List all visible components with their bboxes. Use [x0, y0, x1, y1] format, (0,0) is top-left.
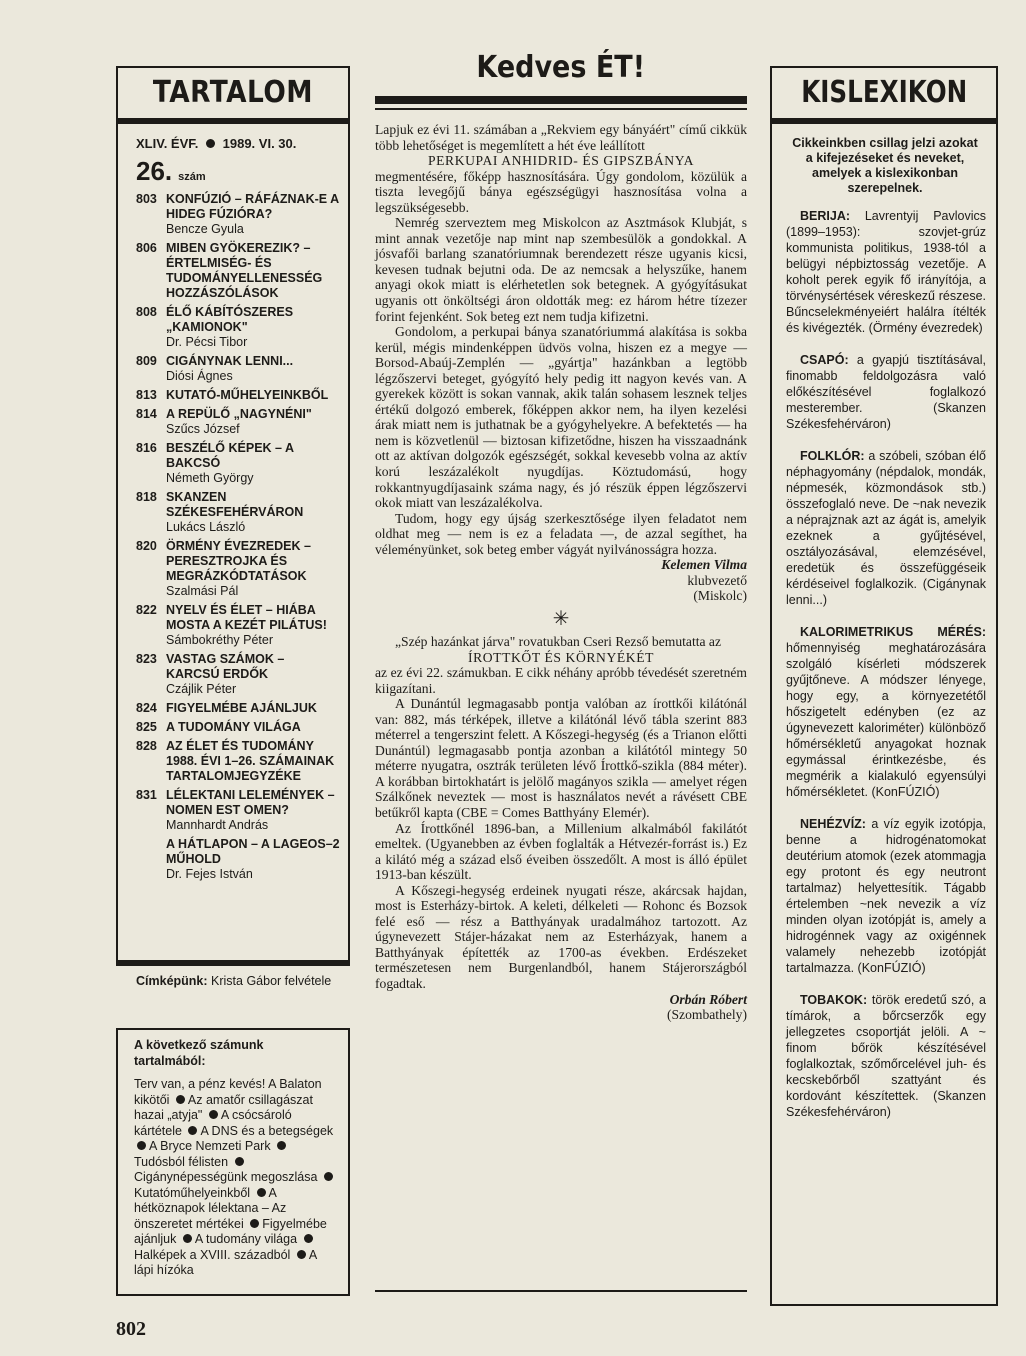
toc-entry: [166, 720, 341, 735]
lexicon-entry: [786, 208, 986, 336]
toc-entry-title: SKANZEN SZÉKESFEHÉRVÁRON: [166, 490, 304, 519]
lexicon-rule: [771, 118, 997, 124]
toc-entry-author: Czájlik Péter: [166, 682, 237, 696]
lexicon-entry: [786, 816, 986, 976]
bullet-icon: [188, 1126, 197, 1135]
toc-item[interactable]: [136, 407, 341, 437]
toc-page-number: 808: [136, 305, 157, 319]
toc-entry-author: Diósi Ágnes: [166, 369, 233, 383]
letter2-place: (Szombathely): [666, 1007, 747, 1023]
toc-entry-author: Szűcs József: [166, 422, 240, 436]
lexicon-entry: [786, 448, 986, 608]
letter1-signature: Kelemen Vilma: [661, 557, 747, 573]
next-issue-item: Figyelmébe ajánljuk: [134, 1216, 327, 1246]
lexicon-definition: a gyapjú tisztításával, finomabb feldolgozásra való előkészítésével foglalkozó mesterember. (Skanzen Székesfehérváron): [786, 353, 986, 431]
lexicon-definition: a víz egyik izotópja, benne a hidrogénatomokat deutérium atomok (ezek atommagja egy protont és egy neutront tartalmaz) helyettesítik. Tágabb értelemben ~nek nevezik a víz minden olyan izotópját is, amely a hidrogénnek vagy az oxigénnek valamely nehezebb izotópját tartalmazza. (KonFÚZIÓ): [786, 817, 986, 975]
toc-page-number: 828: [136, 739, 157, 753]
toc-item[interactable]: [136, 720, 341, 735]
next-issue-item: Tudósból félisten: [134, 1154, 229, 1169]
volume-label: XLIV. ÉVF.: [136, 136, 199, 151]
toc-entry-author: Dr. Pécsi Tibor: [166, 335, 248, 349]
lexicon-box: [770, 66, 998, 1306]
cover-credit: [136, 973, 336, 989]
letters-title: [375, 50, 747, 85]
toc-entry-title: ÖRMÉNY ÉVEZREDEK – PERESZTROJKA ÉS MEGRÁZKÓDTATÁSOK: [166, 539, 311, 583]
lexicon-term: TOBAKOK:: [800, 993, 868, 1007]
toc-entry: [166, 407, 341, 437]
toc-page-number: 806: [136, 241, 157, 255]
letter1-paragraph: Lapjuk ez évi 11. számában a „Rekviem egy bányáért" című cikkük több lehetőséget is megemlített a hét éve leállított: [375, 122, 747, 153]
toc-page-number: 822: [136, 603, 157, 617]
toc-entry: [166, 305, 341, 350]
toc-page-number: 824: [136, 701, 157, 715]
letters-rule-thin: [375, 108, 747, 110]
toc-entry-title: CIGÁNYNAK LENNI...: [166, 354, 294, 368]
lexicon-entry: [786, 992, 986, 1120]
bullet-icon: [250, 1219, 259, 1228]
bullet-icon: [209, 1110, 218, 1119]
lexicon-entries: [786, 208, 986, 1120]
toc-page-number: 831: [136, 788, 157, 802]
letter1-paragraph: megmentésére, főképp hasznosítására. Úgy gondolom, közülük a tiszta levegőjű bánya egészségügyi hasznosítása volna a legszükségesebb.: [375, 168, 747, 215]
lexicon-term: BERIJA:: [800, 209, 851, 223]
toc-entry-title: ÉLŐ KÁBÍTÓSZERES „KAMIONOK": [166, 305, 294, 334]
next-issue-item: A Bryce Nemzeti Park: [149, 1139, 271, 1153]
toc-item[interactable]: [136, 701, 341, 716]
letter1-place: (Miskolc): [693, 588, 747, 604]
bullet-icon: [137, 1141, 146, 1150]
toc-item[interactable]: [136, 652, 341, 697]
toc-entry-title: AZ ÉLET ÉS TUDOMÁNY 1988. ÉVI 1–26. SZÁMAINAK TARTALOMJEGYZÉKE: [166, 739, 335, 783]
letters-bottom-rule: [375, 1290, 747, 1292]
next-issue-item: Cigánynépességünk megoszlása: [134, 1170, 318, 1184]
toc-separator: [118, 960, 348, 964]
toc-entry: [166, 539, 341, 599]
toc-entry-author: Dr. Fejes István: [166, 867, 253, 881]
letter2-paragraph: A Dunántúl legmagasabb pontja valóban az írottkői kilátónál van: 882, más térképek, illetve a kilátónál lévő tábla szerint 883 méterrel a tengerszint felett. A Kőszegi-hegység (és a Trianon előtti Dunántúl) legmagasabb pontja azonban a kilátótól mintegy 50 méterre nyugatra, osztrák területen lévő Írottkő-szikla (884 méter). A korábban birtokhatárt is jelölő magányos szikla — amelyet régen Szálkőnek neveztek — most is használatos nevét a rávésett CBE betűkről kapta (CBE = Comes Batthyány Elemér).: [375, 696, 747, 820]
issue-line: [136, 136, 348, 154]
letter1-role: klubvezető: [687, 572, 747, 588]
next-issue-title: A következő számunk tartalmából:: [134, 1038, 264, 1068]
toc-item[interactable]: [136, 388, 341, 403]
lexicon-header: [772, 68, 996, 118]
toc-entry: [166, 354, 341, 384]
lexicon-entry: [786, 624, 986, 800]
lexicon-term: FOLKLÓR:: [800, 449, 865, 463]
lexicon-term: NEHÉZVÍZ:: [800, 817, 866, 831]
toc-item[interactable]: [136, 441, 341, 486]
letters-body: [375, 122, 747, 1023]
letter1-heading: PERKUPAI ANHIDRID- ÉS GIPSZBÁNYA: [427, 153, 695, 169]
bullet-icon: [257, 1188, 266, 1197]
toc-entry: [166, 490, 341, 535]
toc-entry-title: MIBEN GYÖKEREZIK? – ÉRTELMISÉG- ÉS TUDOMÁNYELLENESSÉG HOZZÁSZÓLÁSOK: [166, 241, 323, 300]
bullet-icon: [235, 1157, 244, 1166]
toc-list: [136, 192, 341, 886]
letter1-paragraph: Gondolom, a perkupai bánya szanatóriummá alakítása is sokba kerül, mégis mindenképpen üdvös volna, hiszen ez a megye — Borsod-Abaúj-Zemplén — „gyártja" hazánkban a legtöbb légzőszervi beteget, gyógyító hely pedig itt nagyon kevés van. A gyerekek között is sokan vannak, akik talán sohasem lesznek teljes értékű dolgozó emberek, főképpen akkor nem, ha ilyen kezelési árak miatt nem is juthatnak be a gyógyhelyekre. A befektetés — ha nem is közvetlenül — biztosan kifizetődne, hiszen ha visszaadnánk ott az aktívan dolgozók egészségét, sokkal kevesebb volna az aktív korú leszázalékolt nyugdíjas. Köztudomású, hogy rokkantnyugdíjasaink száma nagy, és jó részük éppen légzőszervi okok miatt van leszázalékolva.: [375, 324, 747, 511]
toc-item[interactable]: [136, 788, 341, 833]
toc-entry: [166, 739, 341, 784]
letter1-paragraph: Tudom, hogy egy újság szerkesztősége ilyen feladatot nem oldhat meg — nem is ez a feladata —, de azzal segíthet, ha véleményünket, sok beteg ember vágyát nyilvánosságra hozza.: [375, 510, 747, 557]
toc-entry: [166, 837, 341, 882]
next-issue-item: Halképek a XVIII. századból: [134, 1247, 291, 1262]
toc-page-number: 803: [136, 192, 157, 206]
toc-entry-author: Sámbokréthy Péter: [166, 633, 273, 647]
toc-entry: [166, 241, 341, 301]
toc-entry: [166, 388, 341, 403]
next-issue-list: [134, 1077, 338, 1279]
toc-entry-author: Bencze Gyula: [166, 222, 244, 236]
next-issue-item: A lápi hízóka: [134, 1247, 317, 1277]
lexicon-definition: a szóbeli, szóban élő néphagyomány (népdalok, mondák, népmesék, közmondások stb.) összefoglaló neve. De ~nak nevezik a néprajznak azt az ágát is, amelyik ezeknek a gyűjtésével, osztályozásával, elemzésével, eredetük és összefüggéseik kérdéseivel foglalkozik. (Cigánynak lenni...): [786, 449, 986, 607]
toc-page-number: 809: [136, 354, 157, 368]
toc-entry: [166, 441, 341, 486]
issue-number-word: szám: [178, 171, 206, 183]
lexicon-title: KISLEXIKON: [801, 75, 967, 110]
toc-item[interactable]: [136, 305, 341, 350]
bullet-icon: [183, 1234, 192, 1243]
bullet-icon: [277, 1141, 286, 1150]
asterisk-separator-icon: ✳: [552, 607, 570, 630]
toc-page-number: 814: [136, 407, 157, 421]
toc-entry-title: BESZÉLŐ KÉPEK – A BAKCSÓ: [166, 441, 294, 470]
bullet-icon: [297, 1250, 306, 1259]
cover-credit-label: Címképünk:: [136, 974, 208, 988]
toc-entry: [166, 652, 341, 697]
letter2-paragraph: „Szép hazánkat járva" rovatukban Cseri Rezső bemutatta az: [395, 633, 721, 649]
next-issue-item: Terv van, a pénz kevés! A Balaton kikötői: [134, 1077, 322, 1107]
letter2-paragraph: az ez évi 22. számukban. E cikk néhány apróbb tévedését szeretném kiigazítani.: [375, 665, 747, 696]
lexicon-definition: hőmennyiség meghatározására szolgáló kísérleti módszerek gyűjtőneve. A módszer lényege, hogy egy, a környezetétől hőszigetelt edényben (ez az úgynevezett kaloriméter) különböző hőmérsékletű anyagokat hoznak egymással érintkezésbe, és megmérik a kialakuló egyensúlyi hőmérsékletet. (KonFÚZIÓ): [786, 641, 986, 799]
toc-entry-title: NYELV ÉS ÉLET – HIÁBA MOSTA A KEZÉT PILÁTUS!: [166, 603, 327, 632]
lexicon-definition: török eredetű szó, a tímárok, a bőrcserzők egy jellegzetes csoportját jelöli. A ~ finom bőrök készítésével foglalkoztak, szőmőrcelével juh- és kecskebőrből szattyánt és kordovánt készítettek. (Skanzen Székesfehérváron): [786, 993, 986, 1119]
toc-entry-author: Mannhardt András: [166, 818, 269, 832]
next-issue-item: Az amatőr csillagászat hazai „atyja": [134, 1092, 313, 1122]
letter2-paragraph: Az Írottkőnél 1896-ban, a Millenium alkalmából fakilátót emeltek. (Ugyanebben az évben foglalták a Hétvezér-forrást is.) Ez a kilátó még a század első éveiben összedőlt. A most is álló épület 1913-ban készült.: [375, 820, 747, 883]
toc-header: [118, 68, 348, 118]
toc-page-number: 813: [136, 388, 157, 402]
toc-item[interactable]: [136, 241, 341, 301]
toc-entry-author: Lukács László: [166, 520, 246, 534]
next-issue-box: [116, 1028, 350, 1296]
toc-page-number: 825: [136, 720, 157, 734]
toc-item[interactable]: [136, 739, 341, 784]
toc-entry-title: KUTATÓ-MŰHELYEINKBŐL: [166, 388, 329, 402]
bullet-icon: [176, 1095, 185, 1104]
toc-entry-title: LÉLEKTANI LELEMÉNYEK – NOMEN EST OMEN?: [166, 788, 335, 817]
toc-rule: [117, 118, 349, 124]
lexicon-term: KALORIMETRIKUS MÉRÉS:: [800, 625, 986, 639]
lexicon-entry: [786, 352, 986, 432]
toc-title: TARTALOM: [152, 75, 314, 110]
toc-box: [116, 66, 350, 988]
toc-item[interactable]: [136, 354, 341, 384]
letter2-heading: ÍROTTKŐT ÉS KÖRNYÉKÉT: [467, 649, 655, 665]
toc-entry: [166, 192, 341, 237]
toc-page-number: 820: [136, 539, 157, 553]
toc-entry: [166, 788, 341, 833]
lexicon-definition: Lavrentyij Pavlovics (1899–1953): szovjet-grúz kommunista politikus, 1938-tól a belügyi népbiztosság vezetője. A koholt perek egyik fő irányítója, a törvénysértések véreskezű részese. Bűncselekményeiért halálra ítélték és kivégezték. (Örmény évezredek): [786, 209, 986, 335]
toc-entry-title: FIGYELMÉBE AJÁNLJUK: [166, 701, 317, 715]
bullet-icon: [206, 139, 215, 148]
toc-page-number: 823: [136, 652, 157, 666]
letter1-paragraph: Nemrég szerveztem meg Miskolcon az Asztmások Klubját, s mint annak vezetője nap mint nap szembesülök a gondokkal. A jósvafői barlang szanatóriumnak berendezett része ugyanis kicsi, kevesen tudnak bejutni oda. De az nemcsak a helyszűke, hanem anyagi okok miatt is elérhetetlen sok betegnek. A gyógyításukat ugyanis ott önköltségi áron oldották meg: ez három hétre tízezer forint fejenként. Sok beteg ezt nem tudja kifizetni.: [375, 215, 747, 324]
toc-entry-title: A HÁTLAPON – A LAGEOS–2 MŰHOLD: [166, 837, 340, 866]
toc-page-number: 816: [136, 441, 157, 455]
letter2-signature: Orbán Róbert: [669, 991, 747, 1007]
toc-entry: [166, 603, 341, 648]
toc-item[interactable]: [136, 603, 341, 648]
cover-credit-text: Krista Gábor felvétele: [211, 974, 332, 988]
letters-rule: [375, 96, 747, 104]
toc-item[interactable]: [136, 192, 341, 237]
toc-page-number: 818: [136, 490, 157, 504]
next-issue-item: A tudomány világa: [194, 1232, 298, 1246]
toc-entry-title: A REPÜLŐ „NAGYNÉNI": [166, 407, 312, 421]
next-issue-item: A DNS és a betegségek: [200, 1123, 334, 1138]
toc-entry-author: Szalmási Pál: [166, 584, 239, 598]
next-issue-item: A hétköznapok lélektana – Az önszeretet mértékei: [134, 1185, 287, 1231]
page-number: 802: [116, 1318, 146, 1340]
letter2-paragraph: A Kőszegi-hegység erdeinek nyugati része, akárcsak hajdan, most is Esterházy-birtok. A keleti, délkeleti — Rohonc és Bozsok felé eső — rész a Batthyányak uradalmához tartozott. Az úgynevezett Stájer-házakat nem az Esterházyak, hanem a Batthyányak építették az 1700-as években. Erdészeket természetesen nem Burgenlandból, hanem Stájerországból fogadtak.: [375, 882, 747, 991]
issue-date: 1989. VI. 30.: [222, 136, 297, 151]
toc-item[interactable]: [136, 837, 341, 882]
bullet-icon: [324, 1172, 333, 1181]
toc-entry-title: KONFÚZIÓ – RÁFÁZNAK-E A HIDEG FÚZIÓRA?: [166, 192, 339, 221]
toc-entry-author: Németh György: [166, 471, 254, 485]
next-issue-item: Kutatóműhelyeinkből: [134, 1185, 251, 1200]
bullet-icon: [304, 1234, 313, 1243]
issue-number: [136, 156, 348, 186]
toc-item[interactable]: [136, 490, 341, 535]
toc-entry: [166, 701, 341, 716]
lexicon-intro: Cikkeinkben csillag jelzi azokat a kifejezéseket és neveket, amelyek a kislexikonban szerepelnek.: [792, 136, 978, 195]
toc-page-number: [136, 837, 166, 882]
toc-entry-title: VASTAG SZÁMOK – KARCSÚ ERDŐK: [166, 652, 285, 681]
next-issue-item: A csócsároló kártétele: [134, 1108, 292, 1138]
issue-number-value: 26.: [136, 156, 173, 186]
letters-title-text: Kedves ÉT!: [476, 50, 646, 85]
toc-item[interactable]: [136, 539, 341, 599]
lexicon-term: CSAPÓ:: [800, 353, 849, 367]
toc-entry-title: A TUDOMÁNY VILÁGA: [166, 720, 301, 734]
